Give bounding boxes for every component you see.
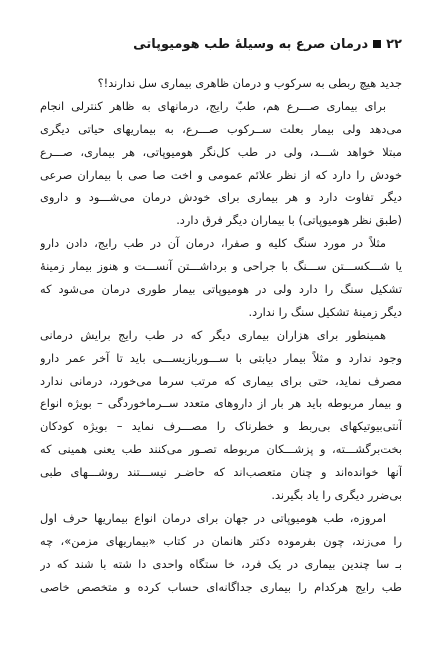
text-line: و بیمار مربوطه باید هر بار از داروهای متعدد ســرماخوردگی – بویژه انواع <box>40 396 402 411</box>
text-line: وجود ندارد و مثلاً بیمار دیابتی با ســـوربازیســـی باید تا آخر عمر دارو <box>40 350 402 365</box>
text-line: مصرف نماید، حتی برای بیماری که مرتب سرما می‌خورد، درمانی ندارد <box>40 373 402 388</box>
running-header <box>40 34 402 54</box>
paragraph <box>40 72 402 95</box>
paragraph <box>40 232 402 324</box>
text-line: دیگر زمینهٔ تشکیل سنگ را ندارد. <box>248 304 402 319</box>
body-text <box>40 72 402 598</box>
header-square-bullet-icon <box>373 40 381 48</box>
text-line: جدید هیچ ربطی به سرکوب و درمان ظاهری بیماری سل ندارند!؟ <box>97 76 402 90</box>
paragraph <box>40 324 402 507</box>
text-line: آنتی‌بیوتیکهای بی‌ربط و خطرناک را مصـــرف نماید – بویژه کودکان <box>40 419 402 434</box>
paragraph <box>40 95 402 232</box>
text-line: بـ سا چندین بیماری در یک فرد، خا ستگاه واحدی دا شته با شند که در <box>40 556 402 571</box>
text-line: تشکیل سنگ را دارد ولی در هومیوپاتی بیمار طوری درمان می‌شود که <box>40 282 402 297</box>
chapter-title: درمان صرع به وسیلهٔ طب هومیوپاتی <box>133 36 369 52</box>
text-line: برای بیماری صـــرع هم، طبّ رایج، درمانهای به ظاهر کنترلی انجام <box>40 98 386 113</box>
text-line: می‌دهد ولی بیمار بعلت ســرکوب صـــرع، به بیماریهای حیاتی دیگری <box>40 121 402 136</box>
text-line: دیگر تفاوت دارد و هر بیماری برای خودش درمان می‌شـــود و داروی <box>40 190 402 205</box>
text-line: امروزه، طب هومیوپاتی در جهان برای درمان انواع بیماریها حرف اول <box>40 510 386 525</box>
text-line: همینطور برای هزاران بیماری دیگر که در طب رایج برایش درمانی <box>40 327 386 342</box>
page-number: ۲۲ <box>386 36 402 52</box>
text-line: را می‌زند، چون بفرموده دکتر هانمان در کتاب «بیماریهای مزمن»، چه <box>40 533 402 548</box>
paragraph <box>40 507 402 599</box>
text-line: خودش را دارد که از نظر علائم عمومی و اخت صا صی با بیماران صرعی <box>40 167 402 182</box>
text-line: مبتلا خواهد شـــد، ولی در طب کل‌نگر هومیوپاتی، هر بیماری، صـــرع <box>40 144 402 159</box>
text-line: مثلاً در مورد سنگ کلیه و صفرا، درمان آن در طب رایج، دادن دارو <box>40 236 386 251</box>
text-line: بی‌ضرر دیگری را یاد بگیرند. <box>271 488 402 503</box>
text-line: یا شـــکســـتن ســـنگ با جراحی و برداشـــتن آنســـت و هنوز بیمار زمینهٔ <box>40 259 402 274</box>
text-line: آنها خوانده‌اند و چنان متعصب‌اند که حاضـر نیســـتند روشـــهای طبی <box>40 465 402 480</box>
text-line: طب رایج هرکدام را بیماری جداگانه‌ای حساب کرده و متخصص خاصی <box>40 579 402 594</box>
text-line: (طبق نظر هومیوپاتی) با بیماران دیگر فرق دارد. <box>176 213 402 228</box>
text-line: بخت‌برگشـــته، و پزشـــکان مربوطه تصـور می‌کنند طب یعنی همینی که <box>40 442 402 457</box>
